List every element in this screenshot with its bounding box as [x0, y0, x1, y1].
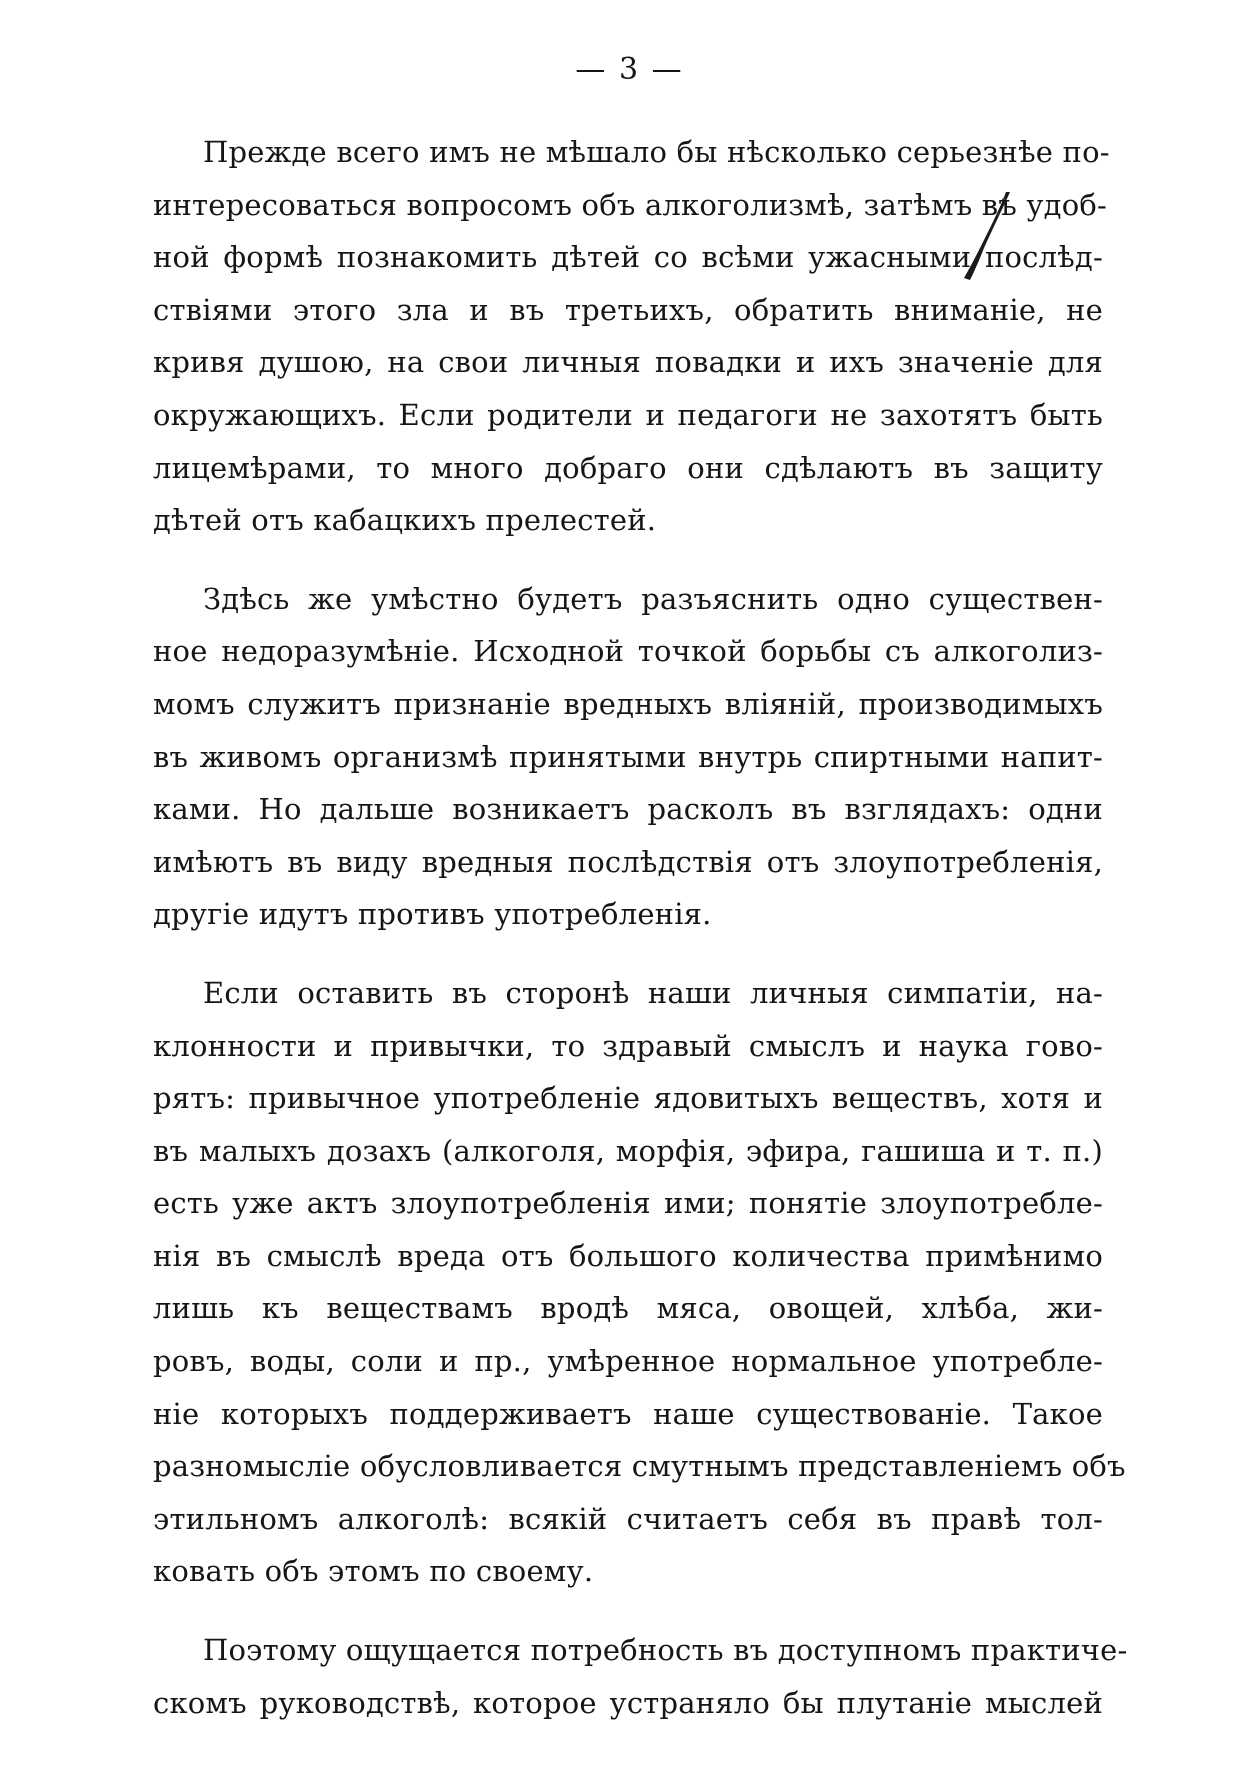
text-line: Прежде всего имъ не мѣшало бы нѣсколько серьезнѣе по- [203, 135, 1110, 169]
text-line: этильномъ алкоголѣ: всякій считаетъ себя въ правѣ тол- [153, 1501, 1103, 1536]
text-line: кривя душою, на свои личныя повадки и ихъ значеніе для [153, 345, 1103, 380]
paragraph-2 [153, 573, 1103, 941]
text-line: интересоваться вопросомъ объ алкоголизмѣ, затѣмъ въ удоб- [153, 187, 1108, 222]
paragraph-1 [153, 126, 1110, 547]
text-line: ками. Но дальше возникаетъ расколъ въ взглядахъ: одни [153, 792, 1103, 827]
paragraph-3 [153, 967, 1126, 1598]
page-number: — 3 — [575, 52, 684, 87]
text-line: ніе которыхъ поддерживаетъ наше существованіе. Такое [153, 1396, 1103, 1431]
text-line: другіе идутъ противъ употребленія. [153, 897, 712, 932]
text-line: окружающихъ. Если родители и педагоги не захотятъ быть [153, 397, 1103, 432]
text-line: лишь къ веществамъ вродѣ мяса, овощей, хлѣба, жи- [153, 1291, 1103, 1326]
text-line: рятъ: привычное употребленіе ядовитыхъ веществъ, хотя и [153, 1081, 1103, 1116]
text-line: Здѣсь же умѣстно будетъ разъяснить одно существен- [203, 581, 1103, 616]
text-line: Поэтому ощущается потребность въ доступномъ практиче- [203, 1633, 1128, 1668]
text-line: ковать объ этомъ по своему. [153, 1554, 594, 1589]
text-line: нія въ смыслѣ вреда отъ большого количества примѣнимо [153, 1238, 1103, 1273]
text-line: есть уже актъ злоупотребленія ими; понятіе злоупотребле- [153, 1186, 1103, 1221]
text-line: скомъ руководствѣ, которое устраняло бы плутаніе мыслей [153, 1685, 1103, 1720]
text-line: дѣтей отъ кабацкихъ прелестей. [153, 503, 657, 538]
text-line: лицемѣрами, то много добраго они сдѣлаютъ въ защиту [153, 450, 1103, 485]
text-line: въ живомъ организмѣ принятыми внутрь спиртными напит- [153, 739, 1103, 774]
text-line: клонности и привычки, то здравый смыслъ и наука гово- [153, 1028, 1103, 1063]
text-line: въ малыхъ дозахъ (алкоголя, морфія, эфира, гашиша и т. п.) [153, 1133, 1103, 1168]
text-line: ровъ, воды, соли и пр., умѣренное нормальное употребле- [153, 1344, 1103, 1379]
text-line: ное недоразумѣніе. Исходной точкой борьбы съ алкоголиз- [153, 634, 1103, 669]
text-line: момъ служитъ признаніе вредныхъ вліяній, производимыхъ [153, 686, 1103, 721]
text-line: ствіями этого зла и въ третьихъ, обратить вниманіе, не [153, 292, 1103, 327]
text-line: разномысліе обусловливается смутнымъ представленіемъ объ [153, 1449, 1126, 1484]
text-line: Если оставить въ сторонѣ наши личныя симпатіи, на- [203, 975, 1103, 1010]
text-line: ной формѣ познакомить дѣтей со всѣми ужасными послѣд- [153, 240, 1103, 275]
paragraph-4 [153, 1624, 1128, 1729]
text-line: имѣютъ въ виду вредныя послѣдствія отъ злоупотребленія, [153, 844, 1103, 879]
body-text [153, 126, 1128, 1755]
